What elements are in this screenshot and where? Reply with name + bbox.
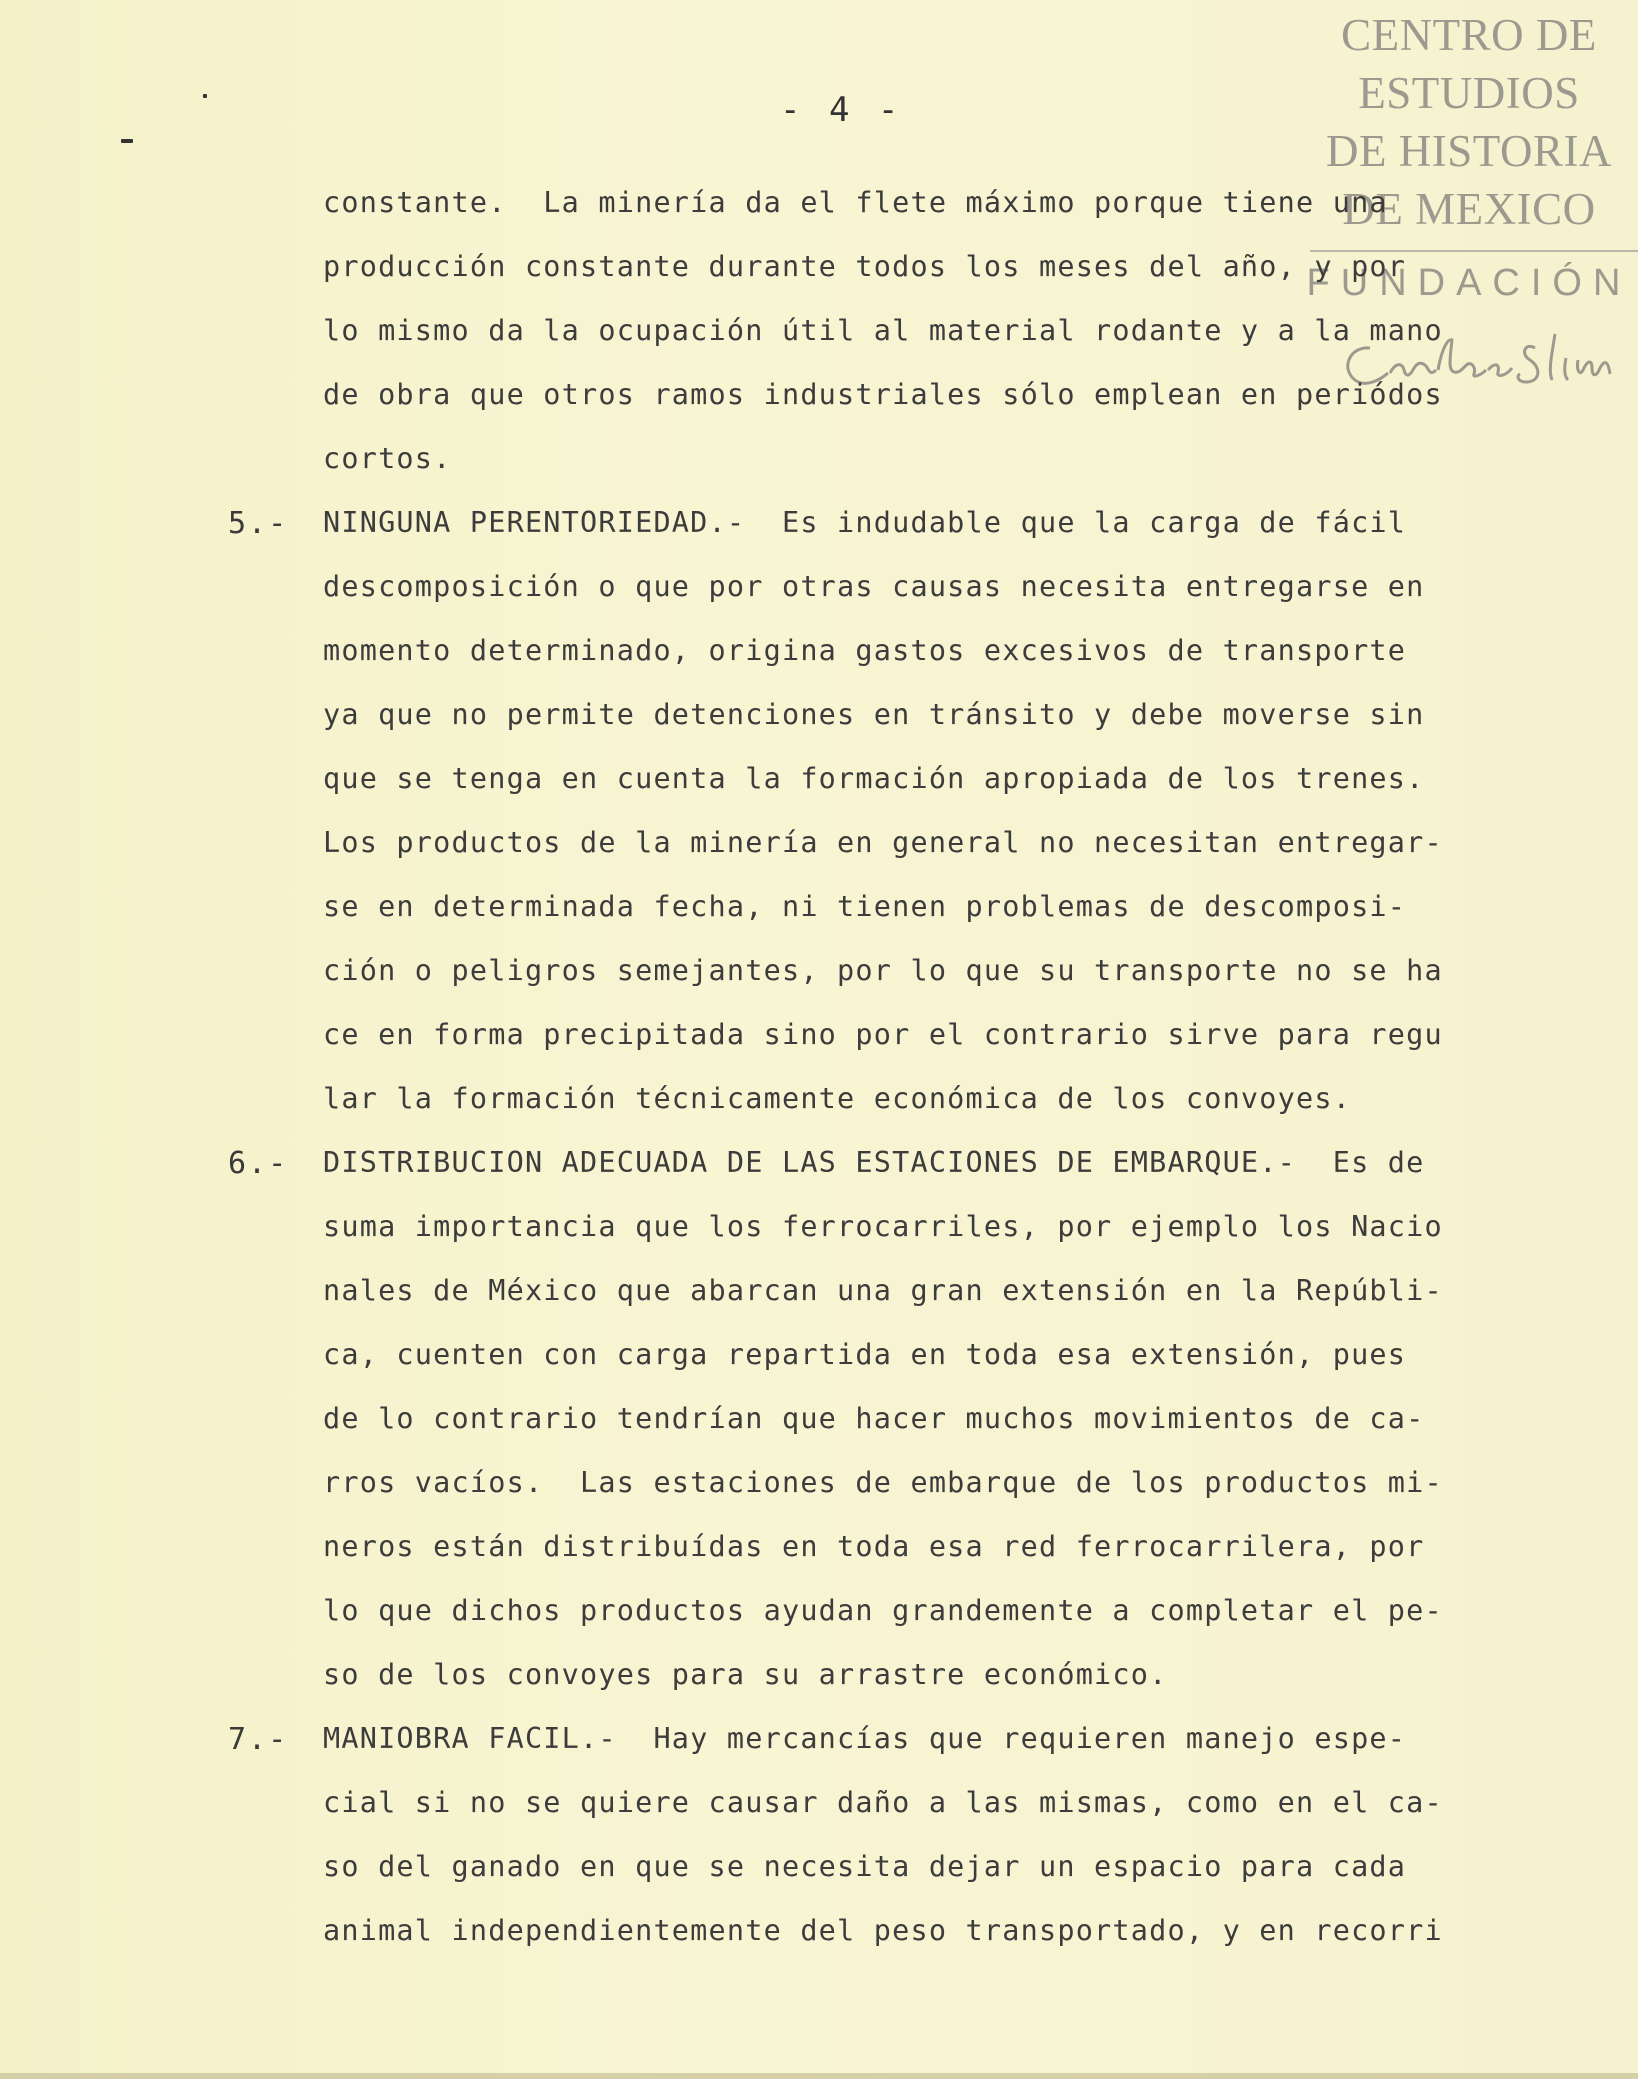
text-line: que se tenga en cuenta la formación apropiada de los trenes.	[323, 762, 1425, 795]
watermark-foundation: FUNDACIÓN	[1306, 262, 1632, 304]
text-line: ya que no permite detenciones en tránsito y debe moverse sin	[323, 698, 1425, 731]
text-line: lar la formación técnicamente económica de los convoyes.	[323, 1082, 1352, 1115]
text-line: so de los convoyes para su arrastre económico.	[323, 1658, 1168, 1691]
text-line: ción o peligros semejantes, por lo que su transporte no se ha	[323, 954, 1443, 987]
text-line: descomposición o que por otras causas necesita entregarse en	[323, 570, 1425, 603]
text-line: se en determinada fecha, ni tienen problemas de descomposi-	[323, 890, 1407, 923]
text-line: lo que dichos productos ayudan grandemente a completar el pe-	[323, 1594, 1443, 1627]
text-line: suma importancia que los ferrocarriles, por ejemplo los Nacio	[323, 1210, 1443, 1243]
watermark-line: DE MEXICO	[1342, 184, 1596, 234]
text-line: animal independientemente del peso transportado, y en recorri	[323, 1914, 1443, 1947]
text-line: cial si no se quiere causar daño a las mismas, como en el ca-	[323, 1786, 1443, 1819]
text-line: producción constante durante todos los meses del año, y por	[323, 250, 1407, 283]
item-number: 5.-	[228, 506, 289, 541]
text-line: ca, cuenten con carga repartida en toda esa extensión, pues	[323, 1338, 1407, 1371]
item-number: 7.-	[228, 1722, 289, 1757]
page-number: - 4 -	[780, 90, 903, 130]
text-line: ce en forma precipitada sino por el contrario sirve para regu	[323, 1018, 1443, 1051]
watermark-line: CENTRO DE	[1341, 10, 1597, 60]
item-number: 6.-	[228, 1146, 289, 1181]
text-line: constante. La minería da el flete máximo porque tiene una	[323, 186, 1388, 219]
watermark-line: ESTUDIOS	[1358, 68, 1580, 118]
text-line: lo mismo da la ocupación útil al material rodante y a la mano	[323, 314, 1443, 347]
text-line: de obra que otros ramos industriales sólo emplean en periódos	[323, 378, 1443, 411]
text-line: neros están distribuídas en toda esa red ferrocarrilera, por	[323, 1530, 1425, 1563]
text-line: cortos.	[323, 442, 452, 475]
text-line: momento determinado, origina gastos excesivos de transporte	[323, 634, 1407, 667]
text-line: so del ganado en que se necesita dejar un espacio para cada	[323, 1850, 1407, 1883]
section-heading-line: NINGUNA PERENTORIEDAD.- Es indudable que la carga de fácil	[323, 506, 1407, 539]
text-line: rros vacíos. Las estaciones de embarque de los productos mi-	[323, 1466, 1443, 1499]
text-line: nales de México que abarcan una gran extensión en la Repúbli-	[323, 1274, 1443, 1307]
section-heading-line: DISTRIBUCION ADECUADA DE LAS ESTACIONES DE EMBARQUE.- Es de	[323, 1146, 1425, 1179]
text-line: de lo contrario tendrían que hacer muchos movimientos de ca-	[323, 1402, 1425, 1435]
watermark-line: DE HISTORIA	[1326, 126, 1612, 176]
section-heading-line: MANIOBRA FACIL.- Hay mercancías que requieren manejo espe-	[323, 1722, 1407, 1755]
text-line: Los productos de la minería en general no necesitan entregar-	[323, 826, 1443, 859]
